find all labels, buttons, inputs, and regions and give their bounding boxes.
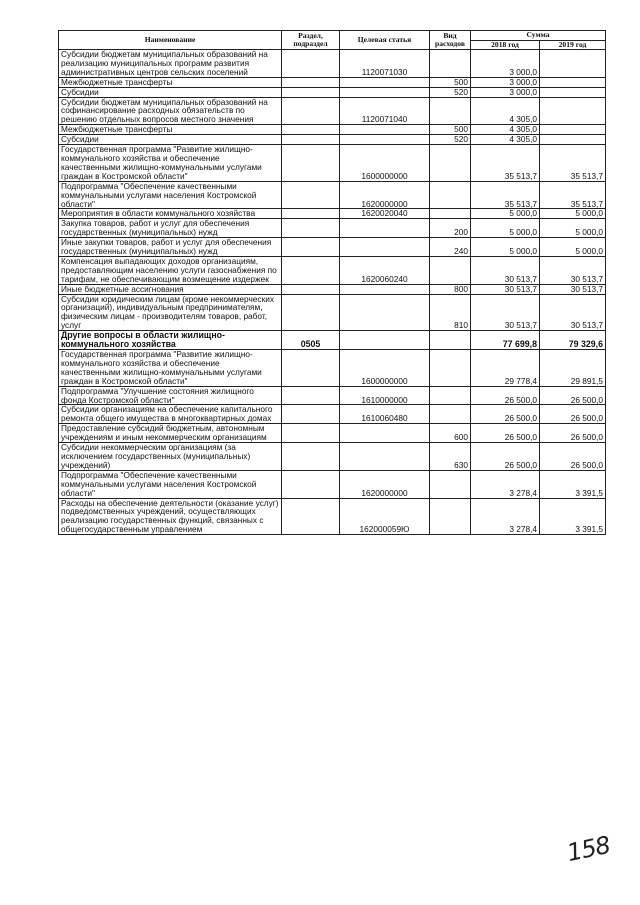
cell-2019: [540, 97, 606, 125]
cell-target: [340, 77, 430, 87]
cell-2019: [540, 125, 606, 135]
cell-target: [340, 331, 430, 350]
cell-2018: 26 500,0: [471, 386, 540, 405]
table-row: [59, 209, 606, 219]
cell-2018: 3 278,4: [471, 498, 540, 535]
cell-section: [282, 209, 340, 219]
cell-type: 600: [430, 424, 471, 443]
cell-2018: 77 699,8: [471, 331, 540, 350]
cell-type: [430, 209, 471, 219]
table-row: [59, 294, 606, 331]
table-row: [59, 424, 606, 443]
page-number: 158: [564, 830, 613, 868]
cell-2018: 4 305,0: [471, 125, 540, 135]
cell-type: [430, 331, 471, 350]
cell-2019: 35 513,7: [540, 181, 606, 209]
cell-section: [282, 181, 340, 209]
cell-2018: 26 500,0: [471, 443, 540, 471]
cell-name: Межбюджетные трансферты: [59, 77, 282, 87]
cell-target: [340, 87, 430, 97]
cell-2019: 26 500,0: [540, 424, 606, 443]
cell-target: 1610000000: [340, 386, 430, 405]
cell-name: Межбюджетные трансферты: [59, 125, 282, 135]
cell-section: [282, 498, 340, 535]
cell-name: Иные закупки товаров, работ и услуг для обеспечения государственных (муниципальных) нужд: [59, 238, 282, 257]
cell-name: Государственная программа "Развитие жилищно-коммунального хозяйства и обеспечение качественными жилищно-коммунальными услугами граждан в Костромской области": [59, 145, 282, 182]
cell-2019: 30 513,7: [540, 256, 606, 284]
table-row: [59, 77, 606, 87]
cell-type: [430, 350, 471, 387]
cell-name: Другие вопросы в области жилищно-коммунального хозяйства: [59, 331, 282, 350]
cell-type: 500: [430, 125, 471, 135]
cell-section: [282, 443, 340, 471]
col-target-header: Целевая статья: [340, 31, 430, 50]
cell-section: [282, 424, 340, 443]
cell-2019: 35 513,7: [540, 145, 606, 182]
cell-name: Субсидии: [59, 135, 282, 145]
col-name-header: Наименование: [59, 31, 282, 50]
cell-2018: 30 513,7: [471, 294, 540, 331]
cell-target: 1620060240: [340, 256, 430, 284]
cell-section: [282, 145, 340, 182]
table-row: [59, 219, 606, 238]
cell-type: 240: [430, 238, 471, 257]
cell-name: Предоставление субсидий бюджетным, автономным учреждениям и иным некоммерческим организациям: [59, 424, 282, 443]
cell-section: [282, 238, 340, 257]
cell-2019: [540, 135, 606, 145]
cell-type: [430, 498, 471, 535]
table-row: [59, 386, 606, 405]
cell-name: Подпрограмма "Обеспечение качественными коммунальными услугами населения Костромской области": [59, 181, 282, 209]
cell-2019: [540, 77, 606, 87]
cell-2018: 3 000,0: [471, 77, 540, 87]
cell-2019: 30 513,7: [540, 294, 606, 331]
cell-name: Подпрограмма "Улучшение состояния жилищного фонда Костромской области": [59, 386, 282, 405]
cell-2019: 5 000,0: [540, 209, 606, 219]
col-2018-header: 2018 год: [471, 40, 540, 50]
table-row: [59, 181, 606, 209]
table-body: [59, 50, 606, 535]
col-section-header: Раздел, подраздел: [282, 31, 340, 50]
cell-name: Подпрограмма "Обеспечение качественными коммунальными услугами населения Костромской области": [59, 470, 282, 498]
cell-target: [340, 424, 430, 443]
table-row: [59, 443, 606, 471]
cell-type: [430, 97, 471, 125]
cell-2018: 3 000,0: [471, 87, 540, 97]
cell-target: [340, 219, 430, 238]
cell-type: [430, 50, 471, 78]
cell-2018: 4 305,0: [471, 135, 540, 145]
cell-2019: 30 513,7: [540, 284, 606, 294]
cell-name: Субсидии бюджетам муниципальных образований на реализацию муниципальных программ развития административных центров сельских поселений: [59, 50, 282, 78]
cell-section: [282, 386, 340, 405]
cell-type: [430, 181, 471, 209]
table-row: [59, 498, 606, 535]
cell-section: [282, 87, 340, 97]
cell-name: Закупка товаров, работ и услуг для обеспечения государственных (муниципальных) нужд: [59, 219, 282, 238]
cell-name: Мероприятия в области коммунального хозяйства: [59, 209, 282, 219]
cell-type: 200: [430, 219, 471, 238]
cell-2018: 26 500,0: [471, 405, 540, 424]
cell-target: 1620000000: [340, 181, 430, 209]
cell-name: Государственная программа "Развитие жилищно-коммунального хозяйства и обеспечение качественными жилищно-коммунальными услугами граждан в Костромской области": [59, 350, 282, 387]
cell-2019: 29 891,5: [540, 350, 606, 387]
table-row: [59, 125, 606, 135]
cell-section: [282, 405, 340, 424]
cell-2019: 26 500,0: [540, 443, 606, 471]
table-row: [59, 97, 606, 125]
cell-2018: 26 500,0: [471, 424, 540, 443]
cell-section: [282, 77, 340, 87]
cell-2019: 5 000,0: [540, 219, 606, 238]
table-row: [59, 145, 606, 182]
cell-2019: [540, 87, 606, 97]
cell-name: Иные бюджетные ассигнования: [59, 284, 282, 294]
cell-name: Расходы на обеспечение деятельности (оказание услуг) подведомственных учреждений, осуществляющих реализацию государственных функций, связанных с общегосударственным управлением: [59, 498, 282, 535]
cell-target: [340, 238, 430, 257]
cell-target: [340, 125, 430, 135]
cell-target: 1620000000: [340, 470, 430, 498]
cell-section: [282, 256, 340, 284]
cell-2019: 26 500,0: [540, 386, 606, 405]
cell-2018: 29 778,4: [471, 350, 540, 387]
cell-target: 1600000000: [340, 145, 430, 182]
cell-name: Субсидии бюджетам муниципальных образований на софинансирование расходных обязательств по решению отдельных вопросов местного значения: [59, 97, 282, 125]
cell-type: 630: [430, 443, 471, 471]
table-row: [59, 405, 606, 424]
table-row: [59, 470, 606, 498]
cell-type: [430, 386, 471, 405]
table-row: [59, 135, 606, 145]
cell-name: Субсидии организациям на обеспечение капитального ремонта общего имущества в многоквартирных домах: [59, 405, 282, 424]
col-2019-header: 2019 год: [540, 40, 606, 50]
table-row: [59, 50, 606, 78]
cell-type: [430, 405, 471, 424]
cell-section: [282, 219, 340, 238]
cell-target: 1620020040: [340, 209, 430, 219]
cell-2018: 30 513,7: [471, 256, 540, 284]
cell-2018: 3 000,0: [471, 50, 540, 78]
table-row: [59, 284, 606, 294]
cell-2018: 30 513,7: [471, 284, 540, 294]
cell-section: [282, 350, 340, 387]
budget-table: [58, 30, 606, 535]
cell-2018: 4 305,0: [471, 97, 540, 125]
table-row: [59, 350, 606, 387]
col-type-header: Вид расходов: [430, 31, 471, 50]
cell-section: [282, 50, 340, 78]
cell-2018: 5 000,0: [471, 238, 540, 257]
cell-target: 1610060480: [340, 405, 430, 424]
cell-section: [282, 294, 340, 331]
cell-type: 520: [430, 135, 471, 145]
cell-name: Компенсация выпадающих доходов организациям, предоставляющим населению услуги газоснабжения по тарифам, не обеспечивающим возмещение издержек: [59, 256, 282, 284]
cell-type: [430, 256, 471, 284]
cell-name: Субсидии некоммерческим организациям (за исключением государственных (муниципальных) учреждений): [59, 443, 282, 471]
cell-name: Субсидии: [59, 87, 282, 97]
cell-2019: 26 500,0: [540, 405, 606, 424]
cell-type: 810: [430, 294, 471, 331]
cell-2019: 3 391,5: [540, 498, 606, 535]
cell-section: [282, 135, 340, 145]
cell-type: 520: [430, 87, 471, 97]
cell-2018: 5 000,0: [471, 219, 540, 238]
cell-type: [430, 145, 471, 182]
cell-type: 800: [430, 284, 471, 294]
cell-target: 1120071030: [340, 50, 430, 78]
table-row: [59, 238, 606, 257]
table-row: [59, 256, 606, 284]
cell-2019: 5 000,0: [540, 238, 606, 257]
cell-2018: 35 513,7: [471, 145, 540, 182]
cell-2018: 35 513,7: [471, 181, 540, 209]
cell-section: [282, 97, 340, 125]
cell-target: 1120071040: [340, 97, 430, 125]
cell-2019: 3 391,5: [540, 470, 606, 498]
cell-target: [340, 135, 430, 145]
cell-2018: 5 000,0: [471, 209, 540, 219]
cell-target: [340, 443, 430, 471]
cell-2019: 79 329,6: [540, 331, 606, 350]
cell-type: [430, 470, 471, 498]
cell-name: Субсидии юридическим лицам (кроме некоммерческих организаций), индивидуальным предпринимателям, физическим лицам - производителям товаров, работ, услуг: [59, 294, 282, 331]
col-sum-header: Сумма: [471, 31, 606, 41]
cell-target: 1600000000: [340, 350, 430, 387]
cell-section: [282, 284, 340, 294]
cell-section: [282, 470, 340, 498]
header-row: [59, 31, 606, 41]
cell-target: 162000059Ю: [340, 498, 430, 535]
cell-section: [282, 125, 340, 135]
cell-2019: [540, 50, 606, 78]
cell-2018: 3 278,4: [471, 470, 540, 498]
cell-target: [340, 284, 430, 294]
table-row: [59, 331, 606, 350]
cell-section: 0505: [282, 331, 340, 350]
table-row: [59, 87, 606, 97]
cell-target: [340, 294, 430, 331]
cell-type: 500: [430, 77, 471, 87]
